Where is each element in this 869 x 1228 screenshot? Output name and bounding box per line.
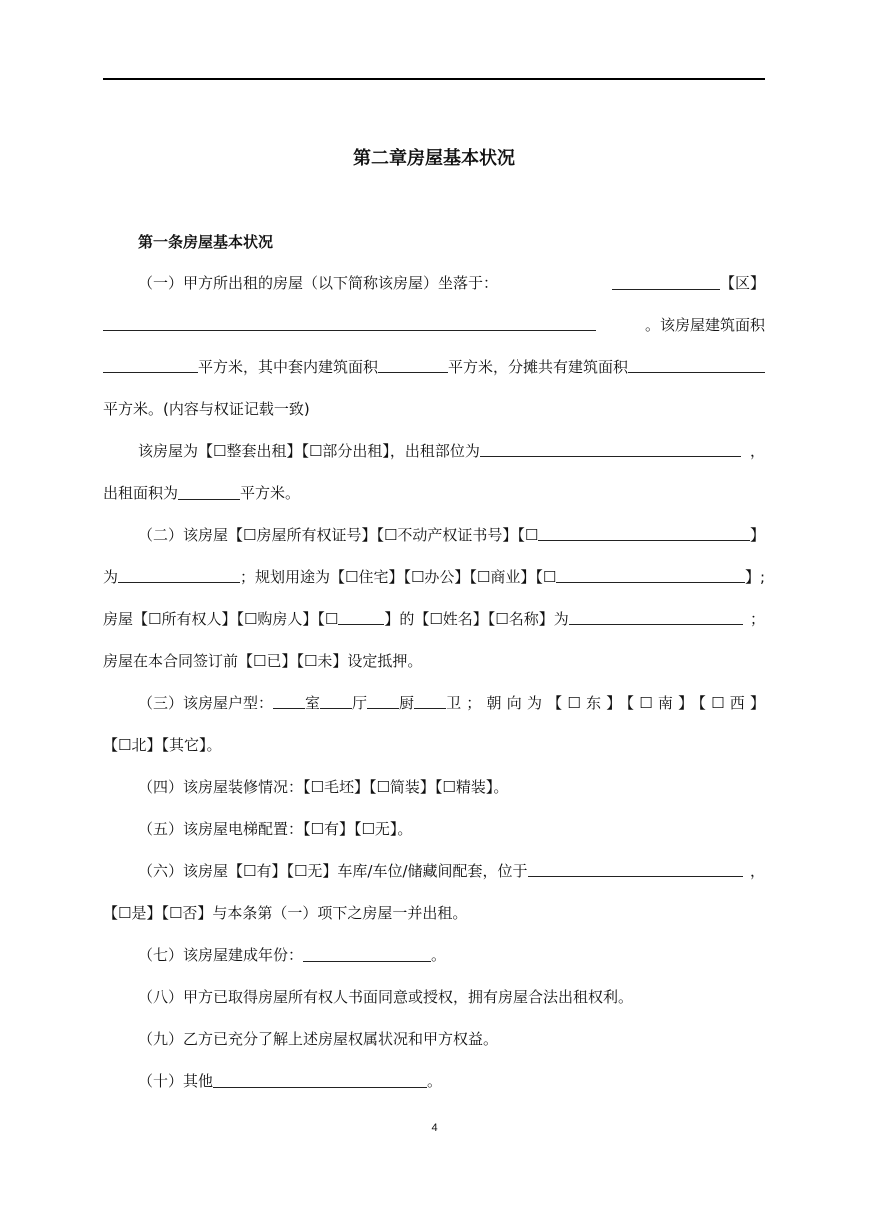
clause-text: ；规划用途为【☐住宅】【☐办公】【☐商业】【☐ xyxy=(240,568,557,586)
fill-blank-bathrooms[interactable] xyxy=(414,692,446,709)
clause-text: 卫；朝向为【☐东】【☐南】【☐西】 xyxy=(446,694,765,712)
clause-2-line-4: 房屋在本合同签订前【☐已】【☐未】设定抵押。 xyxy=(103,652,423,670)
rental-type-line xyxy=(103,440,765,462)
clause-text: （十）其他 xyxy=(138,1072,214,1090)
fill-blank-building-area[interactable] xyxy=(103,356,198,373)
fill-blank-inner-area[interactable] xyxy=(378,356,448,373)
clause-text: 】; xyxy=(744,568,765,586)
clause-text: ， xyxy=(749,442,765,460)
clause-text: 为 xyxy=(103,568,119,586)
clause-text: 出租面积为 xyxy=(103,484,179,502)
fill-blank-rental-area[interactable] xyxy=(178,483,240,500)
clause-8: （八）甲方已取得房屋所有权人书面同意或授权，拥有房屋合法出租权利。 xyxy=(138,988,634,1006)
fill-blank-certificate-number[interactable] xyxy=(118,566,240,583)
clause-2-line-3 xyxy=(103,608,765,630)
clause-text: 【区】 xyxy=(719,274,765,292)
clause-text: 厨 xyxy=(399,694,415,712)
fill-blank-usage-other[interactable] xyxy=(556,566,745,583)
clause-text: 。该房屋建筑面积 xyxy=(644,316,765,334)
clause-text: 厅 xyxy=(352,694,368,712)
fill-blank-halls[interactable] xyxy=(320,692,352,709)
clause-1-line-3 xyxy=(103,356,765,378)
fill-blank-address[interactable] xyxy=(103,314,596,331)
clause-text: 室 xyxy=(305,694,321,712)
clause-text: （二）该房屋【☐房屋所有权证号】【☐不动产权证书号】【☐ xyxy=(138,526,539,544)
page-number: 4 xyxy=(431,1122,438,1134)
clause-text: ； xyxy=(749,610,765,628)
fill-blank-rental-part[interactable] xyxy=(480,440,741,457)
fill-blank-garage-location[interactable] xyxy=(528,860,743,877)
clause-6-line-2: 【☐是】【☐否】与本条第（一）项下之房屋一并出租。 xyxy=(103,904,468,922)
clause-3-line-1 xyxy=(103,692,765,714)
clause-text: ， xyxy=(749,862,765,880)
clause-text: （六）该房屋【☐有】【☐无】车库/车位/储藏间配套，位于 xyxy=(138,862,528,880)
clause-2-line-1 xyxy=(103,524,765,546)
clause-10 xyxy=(103,1070,765,1092)
fill-blank-build-year[interactable] xyxy=(303,945,431,962)
clause-text: （一）甲方所出租的房屋（以下简称该房屋）坐落于： xyxy=(138,274,499,292)
clause-text: 平方米，其中套内建筑面积 xyxy=(198,358,379,376)
clause-text: （三）该房屋户型： xyxy=(138,694,274,712)
clause-1-line-2 xyxy=(103,314,765,336)
header-rule xyxy=(103,78,765,80)
clause-text: 。 xyxy=(427,1072,443,1090)
fill-blank-certificate-type[interactable] xyxy=(538,524,750,541)
clause-text: 房屋【☐所有权人】【☐购房人】【☐ xyxy=(103,610,339,628)
rental-area-line xyxy=(103,482,765,504)
clause-2-line-2 xyxy=(103,566,765,588)
clause-3-line-2: 【☐北】【其它】。 xyxy=(103,736,222,754)
clause-text: 】的【☐姓名】【☐名称】为 xyxy=(384,610,569,628)
fill-blank-owner-name[interactable] xyxy=(569,608,743,625)
clause-1-line-1 xyxy=(103,272,765,294)
clause-1-line-4: 平方米。(内容与权证记载一致) xyxy=(103,400,310,418)
clause-5: （五）该房屋电梯配置：【☐有】【☐无】。 xyxy=(138,820,413,838)
clause-text: 。 xyxy=(431,946,447,964)
clause-9: （九）乙方已充分了解上述房屋权属状况和甲方权益。 xyxy=(138,1030,499,1048)
clause-6-line-1 xyxy=(103,860,765,882)
fill-blank-rooms[interactable] xyxy=(273,692,305,709)
clause-text: （七）该房屋建成年份： xyxy=(138,946,304,964)
clause-text: 】 xyxy=(749,526,765,544)
fill-blank-shared-area[interactable] xyxy=(628,356,765,373)
chapter-title: 第二章房屋基本状况 xyxy=(353,148,515,169)
fill-blank-owner-other[interactable] xyxy=(338,608,384,625)
fill-blank-location[interactable] xyxy=(612,273,720,290)
fill-blank-kitchens[interactable] xyxy=(367,692,399,709)
clause-text: 平方米，分摊共有建筑面积 xyxy=(448,358,629,376)
article-heading: 第一条房屋基本状况 xyxy=(138,233,274,251)
clause-7 xyxy=(103,944,765,966)
clause-4: （四）该房屋装修情况：【☐毛坯】【☐简装】【☐精装】。 xyxy=(138,778,509,796)
clause-text: 该房屋为【☐整套出租】【☐部分出租】，出租部位为 xyxy=(138,442,480,460)
clause-text: 平方米。 xyxy=(240,484,301,502)
fill-blank-other[interactable] xyxy=(213,1071,427,1088)
